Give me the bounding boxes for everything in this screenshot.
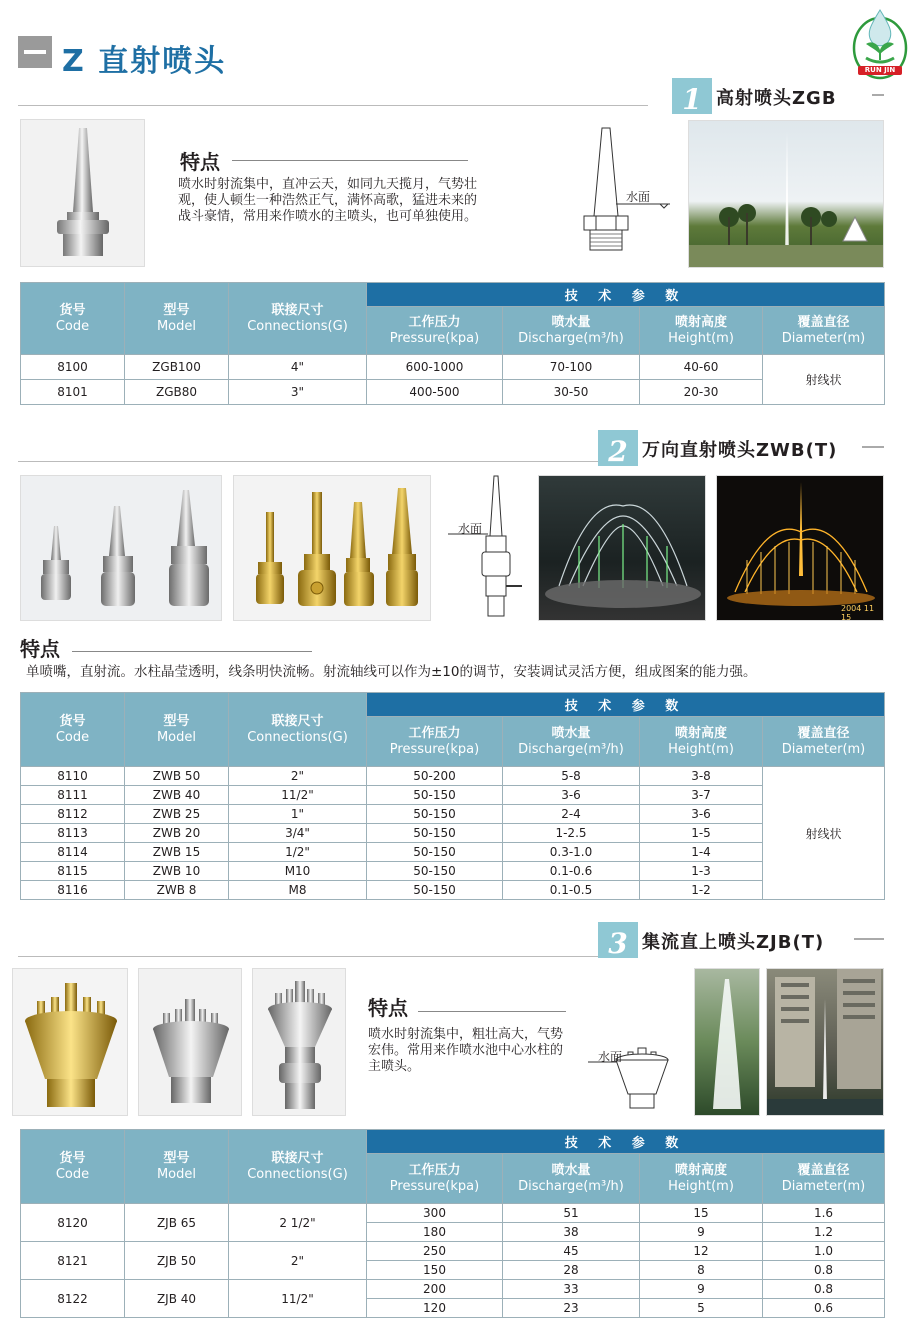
feature-underline <box>232 160 468 161</box>
section-divider <box>18 956 598 957</box>
zwb-fountain-day-photo <box>538 475 706 621</box>
section-3-feature-title: 特点 <box>368 996 408 1020</box>
table-row: 8121 ZJB 50 2" 250 45 12 1.0 <box>21 1242 885 1261</box>
header-divider <box>18 105 648 106</box>
col-height-header: 喷射高度 Height(m) <box>640 717 763 767</box>
zjb-chrome-long-photo <box>252 968 346 1116</box>
col-diameter-header: 覆盖直径 Diameter(m) <box>763 717 885 767</box>
col-height-header: 喷射高度 Height(m) <box>640 1154 763 1204</box>
col-code-header: 货号 Code <box>21 693 125 767</box>
tech-params-header: 技 术 参 数 <box>367 283 885 307</box>
table-row: 8114 ZWB 15 1/2" 50-150 0.3-1.0 1-4 <box>21 843 885 862</box>
section-3-number: 3 <box>598 922 638 958</box>
water-surface-label: 水面 <box>598 1050 623 1064</box>
table-row: 8113 ZWB 20 3/4" 50-150 1-2.5 1-5 <box>21 824 885 843</box>
section-marker-icon <box>18 36 52 68</box>
section-3-title: 集流直上喷头ZJB(T) <box>642 932 825 953</box>
photo-date-stamp: 2004 11 15 <box>841 604 875 621</box>
brand-logo <box>852 4 908 84</box>
table-row: 150 28 8 0.8 <box>21 1261 885 1280</box>
zgb-fountain-photo <box>688 120 884 268</box>
zjb-chrome-photo <box>138 968 242 1116</box>
section-1-number: 1 <box>672 78 712 114</box>
section-2-number: 2 <box>598 430 638 466</box>
table-row: 120 23 5 0.6 <box>21 1299 885 1318</box>
zjb-fountain-photo-1 <box>694 968 760 1116</box>
diameter-note: 射线状 <box>763 355 885 405</box>
zwb-fountain-night-photo <box>716 475 884 621</box>
table-row: 8100 ZGB100 4" 600-1000 70-100 40-60 射线状 <box>21 355 885 380</box>
page-title: Z 直射喷头 <box>62 44 227 79</box>
tech-params-header: 技 术 参 数 <box>367 693 885 717</box>
col-discharge-header: 喷水量 Discharge(m³/h) <box>503 307 640 355</box>
section-1-feature-title: 特点 <box>180 150 220 174</box>
col-pressure-header: 工作压力 Pressure(kpa) <box>367 1154 503 1204</box>
section-2-feature-text: 单喷嘴，直射流。水柱晶莹透明，线条明快流畅。射流轴线可以作为±10的调节，安装调试灵活方便，组成图案的能力强。 <box>26 664 757 680</box>
section-1-badge <box>672 78 884 114</box>
zgb-spec-table <box>20 282 885 405</box>
zjb-brass-photo <box>12 968 128 1116</box>
table-row: 8115 ZWB 10 M10 50-150 0.1-0.6 1-3 <box>21 862 885 881</box>
feature-underline <box>418 1011 566 1012</box>
col-diameter-header: 覆盖直径 Diameter(m) <box>763 1154 885 1204</box>
feature-underline <box>72 651 312 652</box>
section-1-feature-text: 喷水时射流集中，直冲云天，如同九天揽月，气势壮观，使人顿生一种浩然正气，满怀高歌，猛进未来的战斗豪情，常用来作喷水的主喷头，也可单独使用。 <box>178 177 478 224</box>
col-height-header: 喷射高度 Height(m) <box>640 307 763 355</box>
section-2-badge <box>598 430 884 466</box>
col-model-header: 型号 Model <box>125 283 229 355</box>
col-conn-header: 联接尺寸 Connections(G) <box>229 283 367 355</box>
table-row: 8116 ZWB 8 M8 50-150 0.1-0.5 1-2 <box>21 881 885 900</box>
col-pressure-header: 工作压力 Pressure(kpa) <box>367 307 503 355</box>
zgb-nozzle-diagram <box>578 124 682 254</box>
table-row: 8101 ZGB80 3" 400-500 30-50 20-30 <box>21 380 885 405</box>
col-pressure-header: 工作压力 Pressure(kpa) <box>367 717 503 767</box>
table-row: 180 38 9 1.2 <box>21 1223 885 1242</box>
table-row: 8111 ZWB 40 11/2" 50-150 3-6 3-7 <box>21 786 885 805</box>
col-model-header: 型号 Model <box>125 693 229 767</box>
section-divider <box>18 461 598 462</box>
section-3-badge <box>598 922 884 958</box>
section-2-title: 万向直射喷头ZWB(T) <box>642 440 838 461</box>
zgb-product-photo <box>20 119 145 267</box>
col-model-header: 型号 Model <box>125 1130 229 1204</box>
zwb-chrome-photo <box>20 475 222 621</box>
section-2-feature-title: 特点 <box>20 637 60 661</box>
col-conn-header: 联接尺寸 Connections(G) <box>229 1130 367 1204</box>
zjb-nozzle-diagram <box>586 1040 688 1114</box>
tech-params-header: 技 术 参 数 <box>367 1130 885 1154</box>
zwb-brass-photo <box>233 475 431 621</box>
zjb-fountain-photo-2 <box>766 968 884 1116</box>
table-row: 8112 ZWB 25 1" 50-150 2-4 3-6 <box>21 805 885 824</box>
zwb-nozzle-diagram <box>446 470 530 622</box>
col-discharge-header: 喷水量 Discharge(m³/h) <box>503 717 640 767</box>
col-discharge-header: 喷水量 Discharge(m³/h) <box>503 1154 640 1204</box>
zwb-spec-table <box>20 692 885 900</box>
diameter-note: 射线状 <box>763 767 885 900</box>
section-1-title: 高射喷头ZGB <box>716 88 837 109</box>
col-code-header: 货号 Code <box>21 283 125 355</box>
table-row: 8110 ZWB 50 2" 50-200 5-8 3-8 射线状 <box>21 767 885 786</box>
logo-text: RUN JIN <box>864 66 896 74</box>
table-row: 8120 ZJB 65 2 1/2" 300 51 15 1.6 <box>21 1204 885 1223</box>
table-row: 8122 ZJB 40 11/2" 200 33 9 0.8 <box>21 1280 885 1299</box>
water-surface-label: 水面 <box>458 522 483 536</box>
col-diameter-header: 覆盖直径 Diameter(m) <box>763 307 885 355</box>
section-3-feature-text: 喷水时射流集中，粗壮高大，气势宏伟。常用来作喷水池中心水柱的主喷头。 <box>368 1027 564 1074</box>
water-surface-label: 水面 <box>626 190 651 204</box>
col-conn-header: 联接尺寸 Connections(G) <box>229 693 367 767</box>
col-code-header: 货号 Code <box>21 1130 125 1204</box>
zjb-spec-table <box>20 1129 885 1318</box>
